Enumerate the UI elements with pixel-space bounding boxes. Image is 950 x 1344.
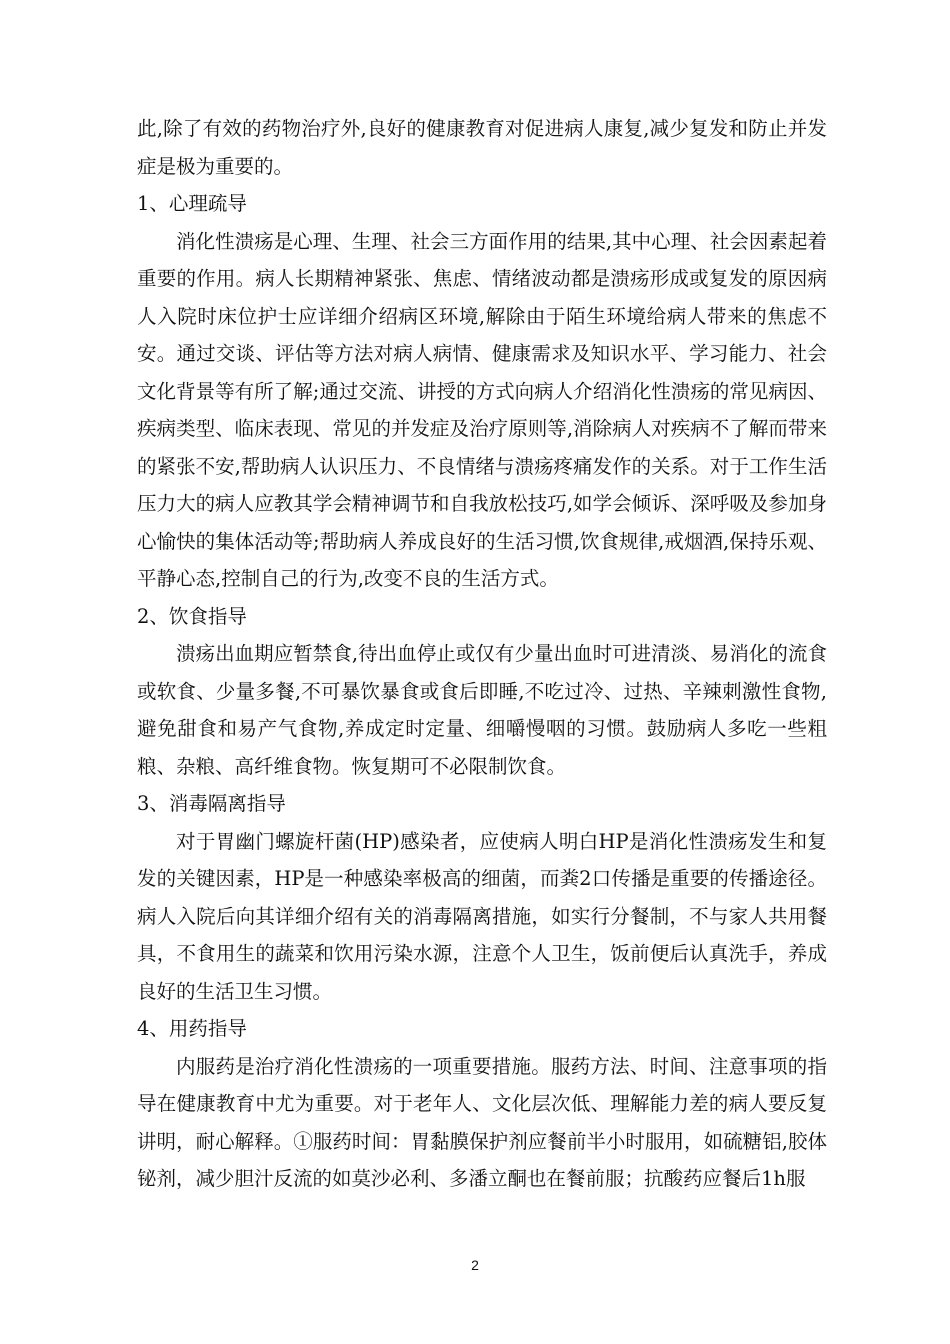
section-body-psychological: 消化性溃疡是心理、生理、社会三方面作用的结果,其中心理、社会因素起着重要的作用。病人长期精神紧张、焦虑、情绪波动都是溃疡形成或复发的原因病人入院时床位护士应详细介绍病区环境,解除由于陌生环境给病人带来的焦虑不安。通过交谈、评估等方法对病人病情、健康需求及知识水平、学习能力、社会文化背景等有所了解;通过交流、讲授的方式向病人介绍消化性溃疡的常见病因、疾病类型、临床表现、常见的并发症及治疗原则等,消除病人对疾病不了解而带来的紧张不安,帮助病人认识压力、不良情绪与溃疡疼痛发作的关系。对于工作生活压力大的病人应教其学会精神调节和自我放松技巧,如学会倾诉、深呼吸及参加身心愉快的集体活动等;帮助病人养成良好的生活习惯,饮食规律,戒烟酒,保持乐观、平静心态,控制自己的行为,改变不良的生活方式。	[137, 229, 827, 590]
document-body	[137, 110, 827, 1198]
intro-paragraph: 此,除了有效的药物治疗外,良好的健康教育对促进病人康复,减少复发和防止并发症是极为重要的。	[137, 117, 827, 178]
section-body-disinfection: 对于胃幽门螺旋杆菌(HP)感染者，应使病人明白HP是消化性溃疡发生和复发的关键因素，HP是一种感染率极高的细菌，而粪2口传播是重要的传播途径。病人入院后向其详细介绍有关的消毒隔离措施，如实行分餐制，不与家人共用餐具，不食用生的蔬菜和饮用污染水源，注意个人卫生，饭前便后认真洗手，养成良好的生活卫生习惯。	[137, 829, 827, 1003]
section-body-diet: 溃疡出血期应暂禁食,待出血停止或仅有少量出血时可进清淡、易消化的流食或软食、少量多餐,不可暴饮暴食或食后即睡,不吃过冷、过热、辛辣刺激性食物,避免甜食和易产气食物,养成定时定量、细嚼慢咽的习惯。鼓励病人多吃一些粗粮、杂粮、高纤维食物。恢复期可不必限制饮食。	[137, 642, 827, 778]
section-heading-diet: 2、饮食指导	[137, 604, 247, 628]
section-body-medication: 内服药是治疗消化性溃疡的一项重要措施。服药方法、时间、注意事项的指导在健康教育中尤为重要。对于老年人、文化层次低、理解能力差的病人要反复讲明，耐心解释。①服药时间：胃黏膜保护剂应餐前半小时服用，如硫糖铝,胶体铋剂，减少胆汁反流的如莫沙必利、多潘立酮也在餐前服；抗酸药应餐后1h服	[137, 1054, 827, 1190]
section-heading-medication: 4、用药指导	[137, 1017, 247, 1040]
section-heading-psychological: 1、心理疏导	[137, 192, 247, 215]
section-heading-disinfection: 3、消毒隔离指导	[137, 792, 286, 815]
page-number: 2	[471, 1257, 479, 1273]
